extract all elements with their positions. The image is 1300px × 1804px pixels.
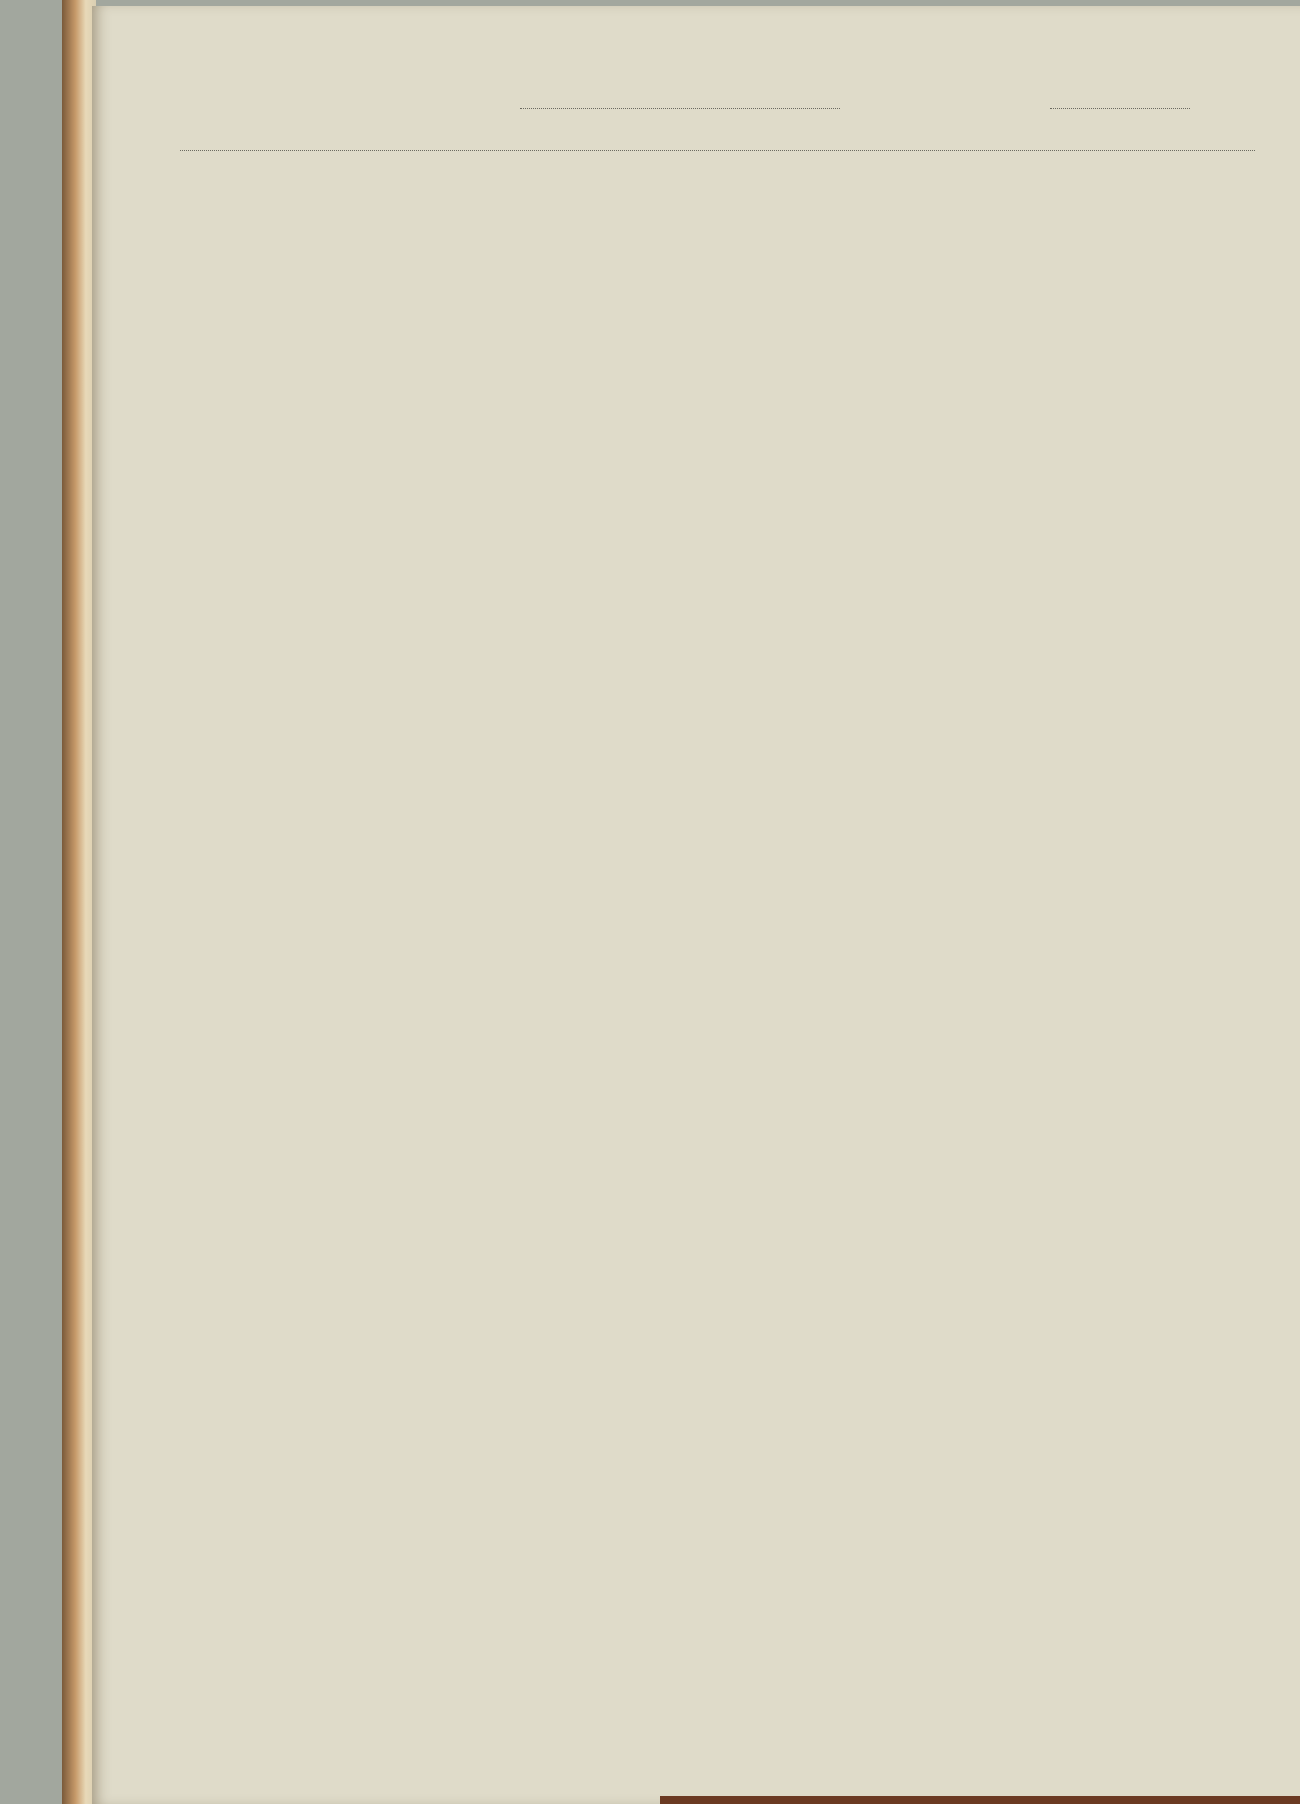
ship-underline [520, 108, 840, 110]
location-underline [180, 150, 1255, 152]
book-binding [62, 0, 96, 1804]
page-edge [660, 1796, 1300, 1804]
rate-underline [1050, 108, 1190, 110]
log-page [92, 6, 1300, 1804]
